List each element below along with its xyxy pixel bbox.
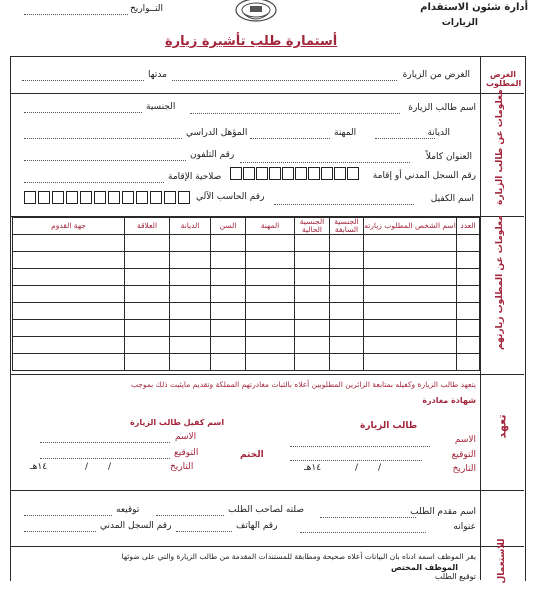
phone-label: رقم التلفون: [190, 150, 235, 160]
civil-id-boxes[interactable]: [230, 167, 362, 180]
table-cell[interactable]: [246, 303, 295, 320]
table-cell[interactable]: [364, 252, 457, 269]
table-cell[interactable]: [211, 269, 246, 286]
purpose-divider: [10, 93, 524, 94]
table-cell[interactable]: [170, 337, 211, 354]
table-cell[interactable]: [457, 303, 480, 320]
submitter-address-line[interactable]: [300, 532, 426, 533]
table-cell[interactable]: [330, 252, 364, 269]
table-cell[interactable]: [457, 354, 480, 371]
digit-box[interactable]: [347, 167, 359, 180]
table-cell[interactable]: [246, 354, 295, 371]
table-row: [13, 320, 480, 337]
visitors-col-6: الديانة: [170, 218, 211, 235]
table-row: [13, 303, 480, 320]
table-cell[interactable]: [330, 269, 364, 286]
employee-side-label: للاستعمال: [497, 538, 507, 584]
table-cell[interactable]: [364, 337, 457, 354]
table-cell[interactable]: [457, 320, 480, 337]
table-cell[interactable]: [170, 235, 211, 252]
digit-box[interactable]: [80, 191, 92, 204]
sponsor-name-label: الاسم: [175, 432, 197, 442]
submitter-signature-label: توقيعه: [116, 505, 140, 515]
religion-label: الديانة: [427, 128, 450, 138]
computer-no-label: رقم الحاسب الآلي: [196, 192, 265, 202]
digit-box[interactable]: [230, 167, 242, 180]
table-cell[interactable]: [330, 337, 364, 354]
submitter-divider: [10, 546, 524, 547]
table-cell[interactable]: [246, 235, 295, 252]
table-row: [13, 354, 480, 371]
nationality-label: الجنسية: [146, 102, 176, 112]
table-cell[interactable]: [125, 286, 170, 303]
submitter-name-label: اسم مقدم الطلب: [410, 507, 476, 517]
digit-box[interactable]: [136, 191, 148, 204]
sponsor-heading: اسم كفيل طالب الزيارة: [130, 418, 225, 427]
table-cell[interactable]: [457, 337, 480, 354]
phone-line[interactable]: [24, 160, 186, 161]
table-cell[interactable]: [330, 303, 364, 320]
submitter-phone-line[interactable]: [176, 531, 232, 532]
digit-box[interactable]: [308, 167, 320, 180]
table-cell[interactable]: [330, 286, 364, 303]
table-cell[interactable]: [246, 320, 295, 337]
residence-validity-line[interactable]: [24, 182, 164, 183]
employee-statement: يقر الموظف اسمه ادناه بان البيانات أعلاه صحيحة ومطابقة للمستندات المقدمة من طالب الزيارة والتي على ضوئها: [121, 552, 476, 561]
sponsor-signature-label: التوقيع: [174, 448, 199, 458]
sponsor-name-line[interactable]: [40, 442, 170, 443]
duration-line[interactable]: [22, 80, 144, 81]
table-cell[interactable]: [457, 286, 480, 303]
table-cell[interactable]: [457, 269, 480, 286]
table-cell[interactable]: [295, 337, 330, 354]
table-cell[interactable]: [211, 252, 246, 269]
table-cell[interactable]: [13, 252, 125, 269]
section-name: الزيارات: [441, 18, 478, 28]
submitter-signature-line[interactable]: [24, 515, 112, 516]
table-cell[interactable]: [364, 286, 457, 303]
table-cell[interactable]: [295, 235, 330, 252]
table-cell[interactable]: [170, 354, 211, 371]
employee-official: الموظف المختص: [390, 563, 458, 572]
table-cell[interactable]: [457, 235, 480, 252]
submitter-civil-line[interactable]: [24, 531, 96, 532]
digit-box[interactable]: [38, 191, 50, 204]
digit-box[interactable]: [334, 167, 346, 180]
table-cell[interactable]: [330, 320, 364, 337]
table-cell[interactable]: [295, 354, 330, 371]
emblem-logo: [230, 0, 282, 26]
visitor-date-slashes: / /: [355, 463, 382, 473]
visitors-col-4: المهنة: [246, 218, 295, 235]
table-cell[interactable]: [246, 286, 295, 303]
visitors-header-row: [13, 218, 480, 235]
residence-validity-label: صلاحية الإقامة: [168, 172, 222, 182]
table-cell[interactable]: [211, 303, 246, 320]
table-cell[interactable]: [13, 269, 125, 286]
sponsor-date-label: التاريخ: [170, 462, 194, 472]
visitors-col-5: السن: [211, 218, 246, 235]
table-cell[interactable]: [125, 269, 170, 286]
profession-line[interactable]: [250, 138, 330, 139]
table-cell[interactable]: [170, 303, 211, 320]
applicant-side-label: معلومات عن طالب الزيارة: [495, 89, 505, 205]
duration-label: مدتها: [148, 70, 167, 80]
table-cell[interactable]: [364, 354, 457, 371]
pledge-statement: يتعهد طالب الزيارة وكفيله بمتابعة الزائرين المطلوبين أعلاه بالثبات مغادرتهم المملكة وتقديم مايثبت ذلك بموجب: [130, 380, 476, 389]
table-cell[interactable]: [211, 320, 246, 337]
stamp-label: الختم: [240, 450, 264, 460]
sponsor-signature-line[interactable]: [40, 458, 170, 459]
table-row: [13, 235, 480, 252]
submitter-civil-label: رقم السجل المدني: [100, 521, 172, 531]
table-cell[interactable]: [13, 235, 125, 252]
relation-line[interactable]: [156, 515, 224, 516]
date-label: التــواريخ: [130, 4, 164, 14]
visitors-divider: [10, 374, 524, 375]
sponsor-line[interactable]: [274, 204, 414, 205]
nationality-line[interactable]: [24, 112, 142, 113]
table-cell[interactable]: [246, 252, 295, 269]
table-cell[interactable]: [13, 320, 125, 337]
digit-box[interactable]: [52, 191, 64, 204]
religion-line[interactable]: [375, 138, 435, 139]
digit-box[interactable]: [164, 191, 176, 204]
sponsor-date-slashes: / /: [85, 462, 112, 472]
purpose-label: الغرض من الزيارة: [402, 70, 470, 80]
table-cell[interactable]: [13, 303, 125, 320]
digit-box[interactable]: [66, 191, 78, 204]
pledge-certificate: شهادة مغادرة: [422, 396, 476, 405]
digit-box[interactable]: [108, 191, 120, 204]
digit-box[interactable]: [269, 167, 281, 180]
digit-box[interactable]: [178, 191, 190, 204]
visitors-side-label: معلومات عن المطلوب زيارتهم: [495, 215, 505, 350]
table-cell[interactable]: [295, 269, 330, 286]
table-row: [13, 269, 480, 286]
education-label: المؤهل الدراسي: [186, 128, 248, 138]
sponsor-hijri: ١٤هـ: [30, 462, 48, 472]
submitter-name-line[interactable]: [320, 517, 416, 518]
visitors-col-0: العدد: [457, 218, 480, 235]
digit-box[interactable]: [24, 191, 36, 204]
digit-box[interactable]: [321, 167, 333, 180]
digit-box[interactable]: [122, 191, 134, 204]
civil-id-label: رقم السجل المدني أو إقامة: [372, 171, 476, 181]
table-cell[interactable]: [125, 252, 170, 269]
digit-box[interactable]: [256, 167, 268, 180]
visitors-col-7: العلاقة: [125, 218, 170, 235]
table-cell[interactable]: [125, 235, 170, 252]
table-cell[interactable]: [457, 252, 480, 269]
date-line: [24, 14, 128, 15]
applicant-name-label: اسم طالب الزيارة: [408, 103, 476, 113]
address-line[interactable]: [240, 162, 410, 163]
table-cell[interactable]: [364, 235, 457, 252]
visitor-name-label: الاسم: [454, 435, 476, 445]
digit-box[interactable]: [243, 167, 255, 180]
sponsor-label: اسم الكفيل: [430, 194, 474, 204]
table-cell[interactable]: [211, 286, 246, 303]
visitor-name-line[interactable]: [290, 446, 430, 447]
table-cell[interactable]: [295, 286, 330, 303]
table-cell[interactable]: [364, 269, 457, 286]
applicant-name-line[interactable]: [190, 113, 400, 114]
table-cell[interactable]: [295, 252, 330, 269]
table-row: [13, 286, 480, 303]
purpose-line[interactable]: [172, 80, 397, 81]
submitter-phone-label: رقم الهاتف: [236, 521, 278, 531]
table-cell[interactable]: [170, 286, 211, 303]
visitor-signature-line[interactable]: [290, 460, 422, 461]
table-cell[interactable]: [125, 354, 170, 371]
table-cell[interactable]: [13, 337, 125, 354]
visitor-heading: طالب الزيارة: [360, 421, 418, 431]
digit-box[interactable]: [94, 191, 106, 204]
table-cell[interactable]: [211, 235, 246, 252]
table-cell[interactable]: [170, 269, 211, 286]
education-line[interactable]: [24, 138, 182, 139]
table-cell[interactable]: [246, 269, 295, 286]
visitors-table: [12, 217, 480, 371]
visitor-hijri: ١٤هـ: [304, 463, 322, 473]
department-name: أدارة شئون الاستقدام: [420, 2, 528, 13]
sidebar-divider: [480, 56, 481, 580]
visitors-col-3: الجنسية الحالية: [295, 218, 330, 235]
table-cell[interactable]: [295, 320, 330, 337]
digit-box[interactable]: [282, 167, 294, 180]
visitors-col-2: الجنسية السابقة: [330, 218, 364, 235]
form-title: أستمارة طلب تأشيرة زيارة: [165, 34, 338, 49]
submitter-address-label: عنوانه: [453, 522, 476, 532]
table-cell[interactable]: [13, 354, 125, 371]
address-label: العنوان كاملاً: [425, 152, 472, 162]
table-cell[interactable]: [364, 303, 457, 320]
visitors-col-1: اسم الشخص المطلوب زيارته: [364, 218, 457, 235]
visitor-date-label: التاريخ: [452, 464, 476, 474]
digit-box[interactable]: [150, 191, 162, 204]
visitor-signature-label: التوقيع: [451, 450, 476, 460]
digit-box[interactable]: [295, 167, 307, 180]
pledge-side-label: تعهد: [495, 414, 509, 439]
table-cell[interactable]: [125, 337, 170, 354]
table-cell[interactable]: [330, 235, 364, 252]
visitors-col-8: جهة القدوم: [13, 218, 125, 235]
purpose-side-label: الغرض المطلوب: [486, 70, 522, 88]
table-row: [13, 252, 480, 269]
table-cell[interactable]: [125, 320, 170, 337]
table-cell[interactable]: [295, 303, 330, 320]
employee-signature-label: توقيع الطلب: [434, 572, 476, 581]
table-cell[interactable]: [125, 303, 170, 320]
profession-label: المهنة: [334, 128, 357, 138]
pledge-divider: [10, 490, 524, 491]
table-cell[interactable]: [211, 337, 246, 354]
table-cell[interactable]: [170, 320, 211, 337]
table-cell[interactable]: [170, 252, 211, 269]
table-cell[interactable]: [330, 354, 364, 371]
table-cell[interactable]: [364, 320, 457, 337]
relation-label: صلته لصاحب الطلب: [228, 505, 305, 515]
computer-no-boxes[interactable]: [24, 191, 192, 204]
table-row: [13, 337, 480, 354]
table-cell[interactable]: [211, 354, 246, 371]
table-cell[interactable]: [13, 286, 125, 303]
table-cell[interactable]: [246, 337, 295, 354]
